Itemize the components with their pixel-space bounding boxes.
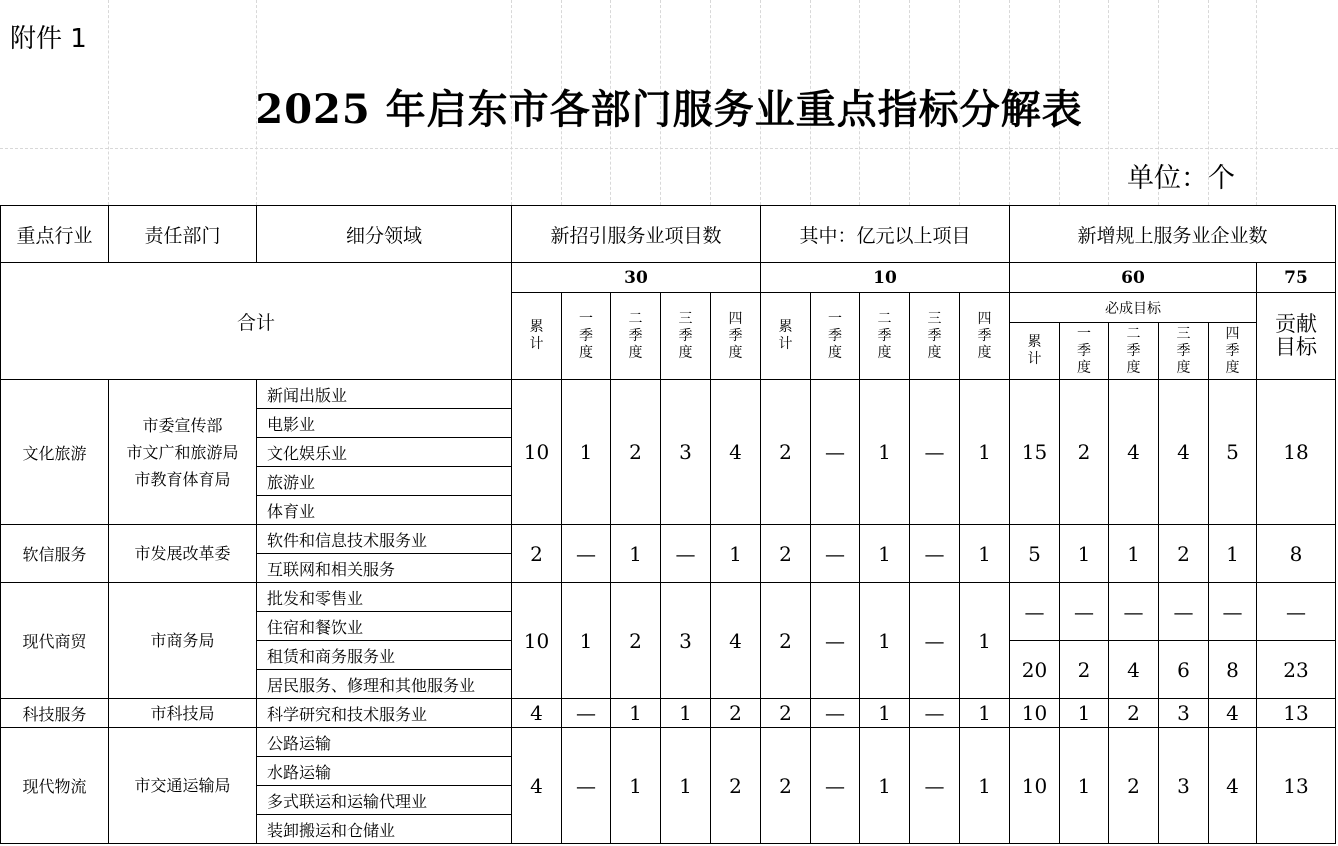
department-line: 市交通运输局 bbox=[134, 776, 231, 795]
big-q3: — bbox=[910, 699, 960, 728]
ent-q1: 2 bbox=[1060, 380, 1109, 525]
ent-q3: 3 bbox=[1159, 699, 1209, 728]
ent-q3-a: — bbox=[1159, 583, 1209, 641]
big-q4: 1 bbox=[960, 525, 1010, 583]
ent-q4-a: — bbox=[1209, 583, 1257, 641]
sector-cell: 批发和零售业 bbox=[257, 583, 512, 612]
big-q4: 1 bbox=[960, 728, 1010, 844]
big-q3: — bbox=[910, 728, 960, 844]
big-q4: 1 bbox=[960, 699, 1010, 728]
sector-cell: 公路运输 bbox=[257, 728, 512, 757]
ent-q2: 2 bbox=[1109, 728, 1159, 844]
projects-q3: 3 bbox=[661, 380, 711, 525]
table-row bbox=[1, 525, 1336, 554]
sub-projects-cumulative: 累 计 bbox=[512, 293, 562, 380]
projects-q2: 1 bbox=[611, 699, 661, 728]
sub-projects-q4: 四 季 度 bbox=[711, 293, 761, 380]
sub-projects-q3: 三 季 度 bbox=[661, 293, 711, 380]
projects-cumulative: 10 bbox=[512, 380, 562, 525]
table-row bbox=[1, 583, 1336, 612]
header-industry: 重点行业 bbox=[1, 206, 109, 263]
ent-q4: 4 bbox=[1209, 728, 1257, 844]
sub-projects-q2: 二 季 度 bbox=[611, 293, 661, 380]
header-enterprises: 新增规上服务业企业数 bbox=[1010, 206, 1336, 263]
big-cumulative: 2 bbox=[761, 728, 811, 844]
sector-cell: 体育业 bbox=[257, 496, 512, 525]
total-enterprises-contrib: 75 bbox=[1257, 263, 1336, 293]
department-cell bbox=[109, 699, 257, 728]
header-sector: 细分领域 bbox=[257, 206, 512, 263]
sub-ent-q1: 一 季 度 bbox=[1060, 323, 1109, 380]
page-title: 2025 年启东市各部门服务业重点指标分解表 bbox=[255, 86, 1083, 133]
unit-label: 单位：个 bbox=[1127, 163, 1235, 194]
industry-cell: 现代物流 bbox=[1, 728, 109, 844]
sector-cell: 租赁和商务服务业 bbox=[257, 641, 512, 670]
total-enterprises-required: 60 bbox=[1010, 263, 1257, 293]
big-q4: 1 bbox=[960, 583, 1010, 699]
big-q1: — bbox=[811, 525, 860, 583]
total-label: 合计 bbox=[1, 263, 512, 380]
ent-cumulative: 10 bbox=[1010, 728, 1060, 844]
ent-contrib: 13 bbox=[1257, 728, 1336, 844]
projects-q4: 4 bbox=[711, 583, 761, 699]
projects-q3: 1 bbox=[661, 699, 711, 728]
projects-q3: 3 bbox=[661, 583, 711, 699]
ent-q3: 3 bbox=[1159, 728, 1209, 844]
department-cell bbox=[109, 380, 257, 525]
sector-cell: 多式联运和运输代理业 bbox=[257, 786, 512, 815]
department-cell bbox=[109, 583, 257, 699]
ent-q4: 1 bbox=[1209, 525, 1257, 583]
ent-q2: 2 bbox=[1109, 699, 1159, 728]
big-q2: 1 bbox=[860, 525, 910, 583]
header-projects: 新招引服务业项目数 bbox=[512, 206, 761, 263]
big-q3: — bbox=[910, 525, 960, 583]
big-q1: — bbox=[811, 728, 860, 844]
department-cell bbox=[109, 728, 257, 844]
sector-cell: 住宿和餐饮业 bbox=[257, 612, 512, 641]
projects-cumulative: 10 bbox=[512, 583, 562, 699]
projects-q2: 1 bbox=[611, 728, 661, 844]
department-line: 市发展改革委 bbox=[134, 544, 231, 563]
industry-cell: 科技服务 bbox=[1, 699, 109, 728]
big-q1: — bbox=[811, 380, 860, 525]
big-q2: 1 bbox=[860, 583, 910, 699]
projects-q4: 2 bbox=[711, 728, 761, 844]
department-line: 市委宣传部 bbox=[142, 415, 223, 435]
ent-contrib: 18 bbox=[1257, 380, 1336, 525]
projects-q4: 1 bbox=[711, 525, 761, 583]
ent-q4: 5 bbox=[1209, 380, 1257, 525]
ent-contrib: 13 bbox=[1257, 699, 1336, 728]
sector-cell: 科学研究和技术服务业 bbox=[257, 699, 512, 728]
projects-cumulative: 2 bbox=[512, 525, 562, 583]
projects-q4: 4 bbox=[711, 380, 761, 525]
big-cumulative: 2 bbox=[761, 583, 811, 699]
ent-cumulative: 20 bbox=[1010, 641, 1060, 699]
ent-contrib: 23 bbox=[1257, 641, 1336, 699]
projects-q2: 2 bbox=[611, 380, 661, 525]
sub-ent-q2: 二 季 度 bbox=[1109, 323, 1159, 380]
ent-cumulative: 10 bbox=[1010, 699, 1060, 728]
big-q4: 1 bbox=[960, 380, 1010, 525]
ent-cumulative: 5 bbox=[1010, 525, 1060, 583]
big-cumulative: 2 bbox=[761, 380, 811, 525]
indicator-table bbox=[0, 205, 1336, 844]
sector-cell: 水路运输 bbox=[257, 757, 512, 786]
sector-cell: 装卸搬运和仓储业 bbox=[257, 815, 512, 844]
sub-big-q2: 二 季 度 bbox=[860, 293, 910, 380]
header-row bbox=[1, 206, 1336, 263]
projects-cumulative: 4 bbox=[512, 699, 562, 728]
projects-q1: 1 bbox=[562, 380, 611, 525]
industry-cell: 现代商贸 bbox=[1, 583, 109, 699]
ent-q4: 8 bbox=[1209, 641, 1257, 699]
header-big-projects: 其中：亿元以上项目 bbox=[761, 206, 1010, 263]
projects-q3: 1 bbox=[661, 728, 711, 844]
ent-q3: 4 bbox=[1159, 380, 1209, 525]
ent-q2: 1 bbox=[1109, 525, 1159, 583]
ent-q3: 6 bbox=[1159, 641, 1209, 699]
projects-q1: 1 bbox=[562, 583, 611, 699]
ent-q4: 4 bbox=[1209, 699, 1257, 728]
ent-q1: 1 bbox=[1060, 525, 1109, 583]
ent-contrib: 8 bbox=[1257, 525, 1336, 583]
sector-cell: 文化娱乐业 bbox=[257, 438, 512, 467]
projects-q1: — bbox=[562, 728, 611, 844]
department-line: 市商务局 bbox=[150, 631, 215, 650]
ent-q1-a: — bbox=[1060, 583, 1109, 641]
sector-cell: 居民服务、修理和其他服务业 bbox=[257, 670, 512, 699]
sub-big-q4: 四 季 度 bbox=[960, 293, 1010, 380]
sector-cell: 互联网和相关服务 bbox=[257, 554, 512, 583]
big-q1: — bbox=[811, 583, 860, 699]
ent-q2-a: — bbox=[1109, 583, 1159, 641]
projects-q2: 1 bbox=[611, 525, 661, 583]
ent-contrib-a: — bbox=[1257, 583, 1336, 641]
header-department: 责任部门 bbox=[109, 206, 257, 263]
projects-q1: — bbox=[562, 525, 611, 583]
department-cell bbox=[109, 525, 257, 583]
table-row bbox=[1, 699, 1336, 728]
sub-big-q3: 三 季 度 bbox=[910, 293, 960, 380]
total-values-row bbox=[1, 263, 1336, 293]
projects-q3: — bbox=[661, 525, 711, 583]
big-cumulative: 2 bbox=[761, 525, 811, 583]
big-q2: 1 bbox=[860, 699, 910, 728]
sector-cell: 软件和信息技术服务业 bbox=[257, 525, 512, 554]
big-q3: — bbox=[910, 380, 960, 525]
ent-q1: 1 bbox=[1060, 728, 1109, 844]
projects-q2: 2 bbox=[611, 583, 661, 699]
table-row bbox=[1, 380, 1336, 409]
industry-cell: 文化旅游 bbox=[1, 380, 109, 525]
sub-ent-q4: 四 季 度 bbox=[1209, 323, 1257, 380]
ent-q2: 4 bbox=[1109, 380, 1159, 525]
total-projects: 30 bbox=[512, 263, 761, 293]
big-q2: 1 bbox=[860, 728, 910, 844]
sector-cell: 旅游业 bbox=[257, 467, 512, 496]
sub-big-q1: 一 季 度 bbox=[811, 293, 860, 380]
total-big-projects: 10 bbox=[761, 263, 1010, 293]
table-row bbox=[1, 728, 1336, 757]
sector-cell: 新闻出版业 bbox=[257, 380, 512, 409]
sector-cell: 电影业 bbox=[257, 409, 512, 438]
sub-projects-q1: 一 季 度 bbox=[562, 293, 611, 380]
sub-ent-q3: 三 季 度 bbox=[1159, 323, 1209, 380]
department-line: 市文广和旅游局 bbox=[126, 442, 239, 462]
ent-cumulative: 15 bbox=[1010, 380, 1060, 525]
ent-cumulative-a: — bbox=[1010, 583, 1060, 641]
projects-cumulative: 4 bbox=[512, 728, 562, 844]
projects-q4: 2 bbox=[711, 699, 761, 728]
big-q3: — bbox=[910, 583, 960, 699]
ent-q1: 1 bbox=[1060, 699, 1109, 728]
attachment-label: 附件 1 bbox=[10, 24, 87, 54]
big-q1: — bbox=[811, 699, 860, 728]
ent-q3: 2 bbox=[1159, 525, 1209, 583]
big-cumulative: 2 bbox=[761, 699, 811, 728]
big-q2: 1 bbox=[860, 380, 910, 525]
department-line: 市教育体育局 bbox=[134, 469, 231, 489]
sub-big-cumulative: 累 计 bbox=[761, 293, 811, 380]
industry-cell: 软信服务 bbox=[1, 525, 109, 583]
sub-ent-cumulative: 累 计 bbox=[1010, 323, 1060, 380]
projects-q1: — bbox=[562, 699, 611, 728]
ent-q2: 4 bbox=[1109, 641, 1159, 699]
department-line: 市科技局 bbox=[150, 703, 215, 723]
ent-q1: 2 bbox=[1060, 641, 1109, 699]
sub-required-target: 必成目标 bbox=[1010, 293, 1257, 323]
sub-contrib-target: 贡献 目标 bbox=[1257, 293, 1336, 380]
